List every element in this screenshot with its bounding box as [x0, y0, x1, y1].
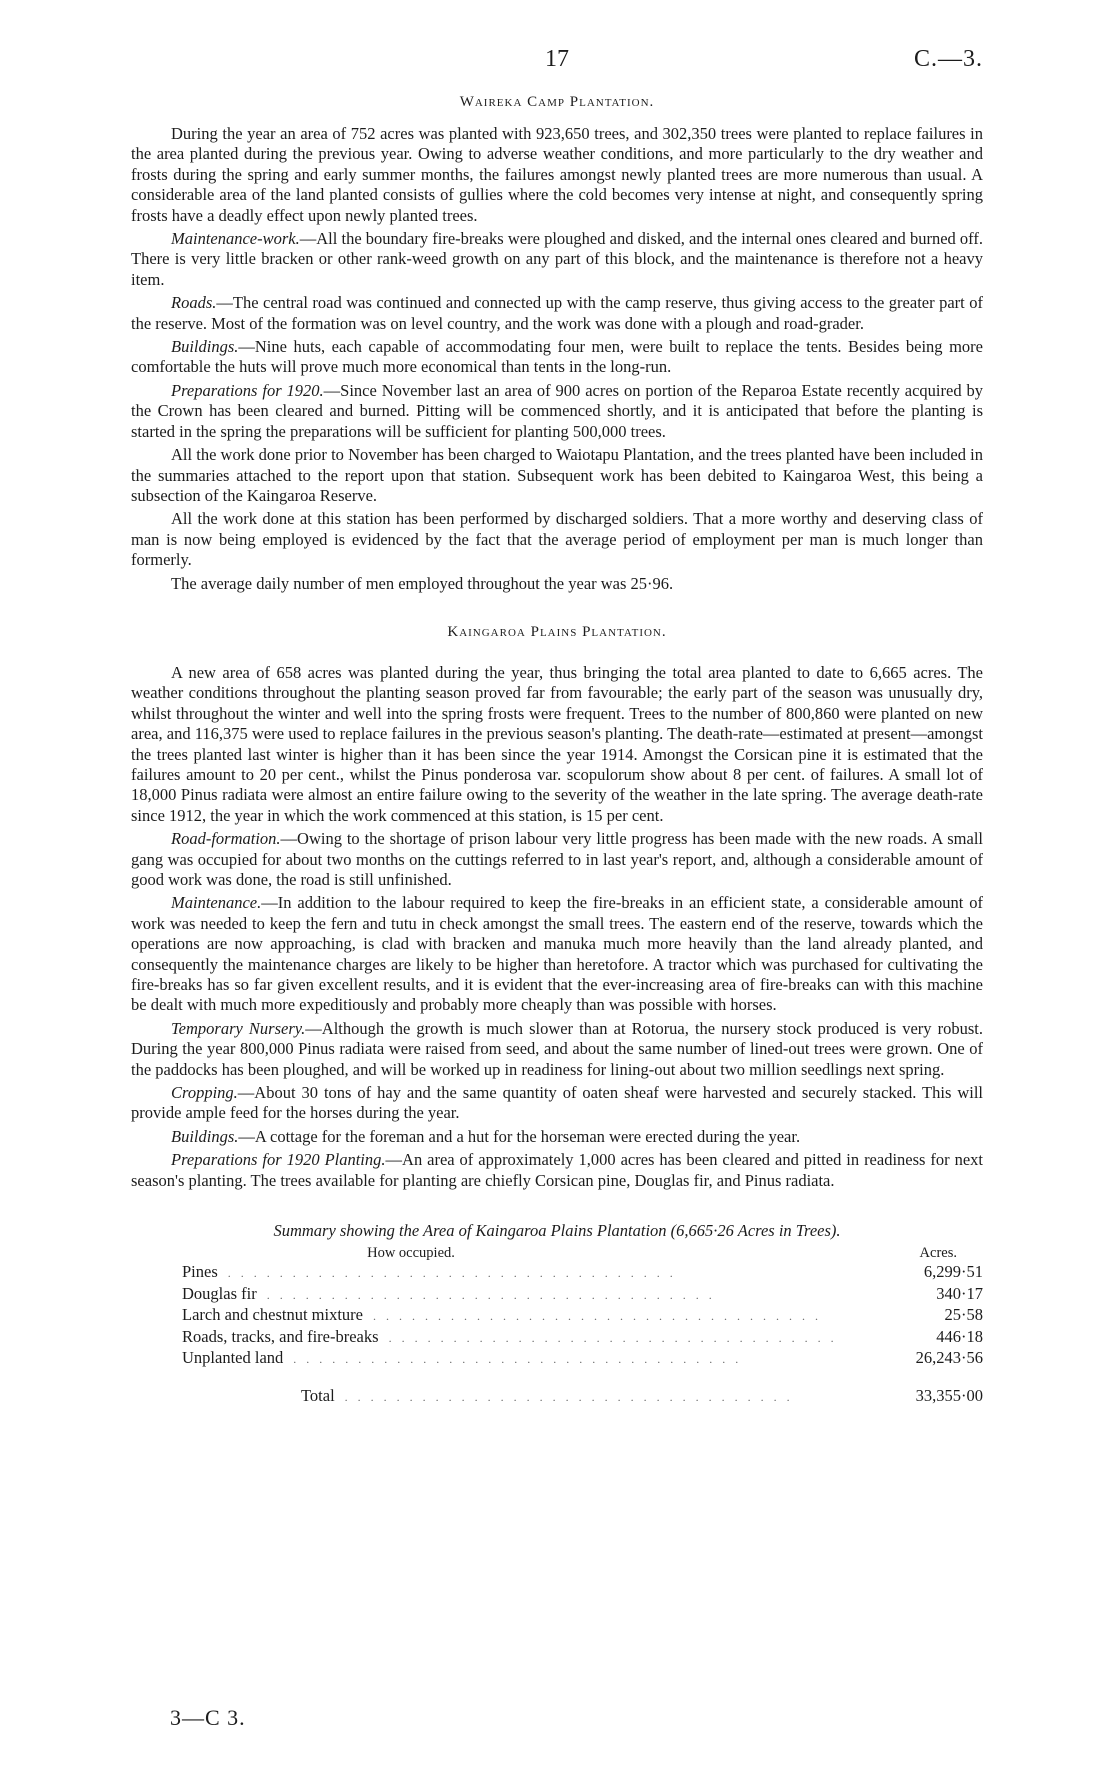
row-label: Pines: [182, 1262, 218, 1282]
paragraph: Maintenance-work.—All the boundary fire-breaks were ploughed and disked, and the internal ones cleared and burned off. There is very little bracken or other rank-weed growth on any part of this block, and the maintenance is therefore not a heavy item.: [131, 229, 983, 289]
paragraph: Maintenance.—In addition to the labour required to keep the fire-breaks in an efficient state, a considerable amount of work was needed to keep the fern and tutu in check amongst the small trees. The eastern end of the reserve, towards which the operations are now approaching, is clad with bracken and manuka much more heavily than the land already planted, and consequently the maintenance charges are likely to be higher than heretofore. A tractor which was purchased for cultivating the fire-breaks has so far given excellent results, and it is evident that the ever-increasing area of fire-breaks can with this machine be dealt with much more expeditiously and probably more cheaply than was possible with horses.: [131, 893, 983, 1015]
paragraph: All the work done at this station has been performed by discharged soldiers. That a more worthy and deserving class of man is now being employed is evidenced by the fact that the average period of employment per man is much longer than formerly.: [131, 509, 983, 570]
table-row: [131, 1305, 983, 1327]
row-value: 446·18: [936, 1326, 983, 1346]
column-header-acres: Acres.: [919, 1245, 957, 1262]
paragraph: Cropping.—About 30 tons of hay and the same quantity of oaten sheaf were harvested and securely stacked. This will provide ample feed for the horses during the year.: [131, 1083, 983, 1123]
table-row: [131, 1284, 983, 1306]
page-number: 17: [545, 46, 569, 72]
paragraph: Buildings.—Nine huts, each capable of accommodating four men, were built to replace the tents. Besides being more comfortable the huts will prove much more economical than tents in the long-run.: [131, 337, 983, 377]
section-title-kaingaroa: Kaingaroa Plains Plantation.: [447, 623, 667, 640]
row-label: Unplanted land: [182, 1348, 284, 1368]
section-title-waireka: Waireka Camp Plantation.: [459, 94, 655, 110]
paragraph: Buildings.—A cottage for the foreman and a hut for the horseman were erected during the year.: [171, 1126, 801, 1146]
table-row: [131, 1262, 983, 1284]
paragraph: All the work done prior to November has been charged to Waiotapu Plantation, and the trees planted have been included in the summaries attached to the report upon that station. Subsequent work has been debited to Kaingaroa West, this being a subsection of the Kaingaroa Reserve.: [131, 445, 983, 505]
paragraph: The average daily number of men employed throughout the year was 25·96.: [171, 573, 674, 593]
leader-dots: ...................................: [293, 1352, 749, 1367]
paragraph: Temporary Nursery.—Although the growth is much slower than at Rotorua, the nursery stock produced is very robust. During the year 800,000 Pinus radiata were raised from seed, and about the same number of lined-out trees were grown. One of the paddocks has been ploughed, and will be worked up in readiness for lining-out about two million seedlings next spring.: [131, 1018, 983, 1079]
leader-dots: ...................................: [388, 1330, 844, 1345]
paragraph: A new area of 658 acres was planted during the year, thus bringing the total area planted to date to 6,665 acres. The weather conditions throughout the planting season proved far from favourable; the early part of the season was unusually dry, whilst throughout the winter and well into the spring frosts were frequent. Trees to the number of 800,860 were planted on new area, and 116,375 were used to replace failures in the previous season's planting. The death-rate—estimated at present—amongst the trees planted last winter is higher than it has been since the year 1914. Amongst the Corsican pine it is estimated that the failures amount to 20 per cent., whilst the Pinus ponderosa var. scopulorum show about 8 per cent. of failures. A small lot of 18,000 Pinus radiata were almost an entire failure owing to the severity of the weather in the late spring. The average death-rate since 1912, the year in which the work commenced at this station, is 15 per cent.: [131, 662, 983, 825]
paragraph: During the year an area of 752 acres was planted with 923,650 trees, and 302,350 trees were planted to replace failures in the area planted during the previous year. Owing to adverse weather conditions, and more particularly to the dry weather and frosts during the spring and early summer months, the failures amongst newly planted trees are more numerous than usual. A considerable area of the land planted consists of gullies where the cold becomes very intense at night, and consequently spring frosts have a deadly effect upon newly planted trees.: [131, 124, 983, 225]
leader-dots: ...................................: [344, 1389, 800, 1404]
section-body-kaingaroa: [131, 663, 983, 1191]
paragraph: Roads.—The central road was continued and connected up with the camp reserve, thus giving access to the greater part of the reserve. Most of the formation was on level country, and the work was done with a plough and road-grader.: [131, 293, 983, 333]
total-value: 33,355·00: [915, 1385, 983, 1405]
section-body-waireka: [131, 124, 983, 594]
row-value: 6,299·51: [923, 1262, 983, 1282]
document-reference: C.—3.: [913, 46, 983, 72]
table-row: [131, 1327, 983, 1349]
page-header: [131, 46, 983, 82]
summary-title: Summary showing the Area of Kaingaroa Plains Plantation (6,665·26 Acres in Trees).: [273, 1221, 841, 1241]
total-row: [131, 1386, 983, 1408]
paragraph: Preparations for 1920 Planting.—An area of approximately 1,000 acres has been cleared and pitted in readiness for next season's planting. The trees available for planting are chiefly Corsican pine, Douglas fir, and Pinus radiata.: [131, 1150, 983, 1190]
total-label: Total: [301, 1385, 335, 1405]
leader-dots: ...................................: [227, 1266, 683, 1281]
summary-table: [131, 1221, 983, 1407]
row-value: 26,243·56: [915, 1348, 983, 1368]
leader-dots: ...................................: [266, 1287, 722, 1302]
row-value: 340·17: [936, 1283, 983, 1303]
row-value: 25·58: [944, 1305, 983, 1325]
paragraph: Preparations for 1920.—Since November last an area of 900 acres on portion of the Reparoa Estate recently acquired by the Crown has been cleared and burned. Pitting will be commenced shortly, and it is anticipated that before the planting is started in the spring the preparations will be sufficient for planting 500,000 trees.: [131, 380, 983, 441]
row-label: Larch and chestnut mixture: [182, 1305, 363, 1325]
leader-dots: ...................................: [372, 1309, 828, 1324]
signature-mark: 3—C 3.: [170, 1705, 246, 1730]
summary-header: [131, 1245, 983, 1262]
row-label: Douglas fir: [182, 1283, 257, 1303]
row-label: Roads, tracks, and fire-breaks: [182, 1326, 379, 1346]
column-header-occupied: How occupied.: [367, 1245, 455, 1262]
paragraph: Road-formation.—Owing to the shortage of prison labour very little progress has been made with the new roads. A small gang was occupied for about two months on the cuttings referred to in last year's report, and, although a considerable amount of good work was done, the road is still unfinished.: [131, 829, 983, 889]
table-row: [131, 1348, 983, 1370]
